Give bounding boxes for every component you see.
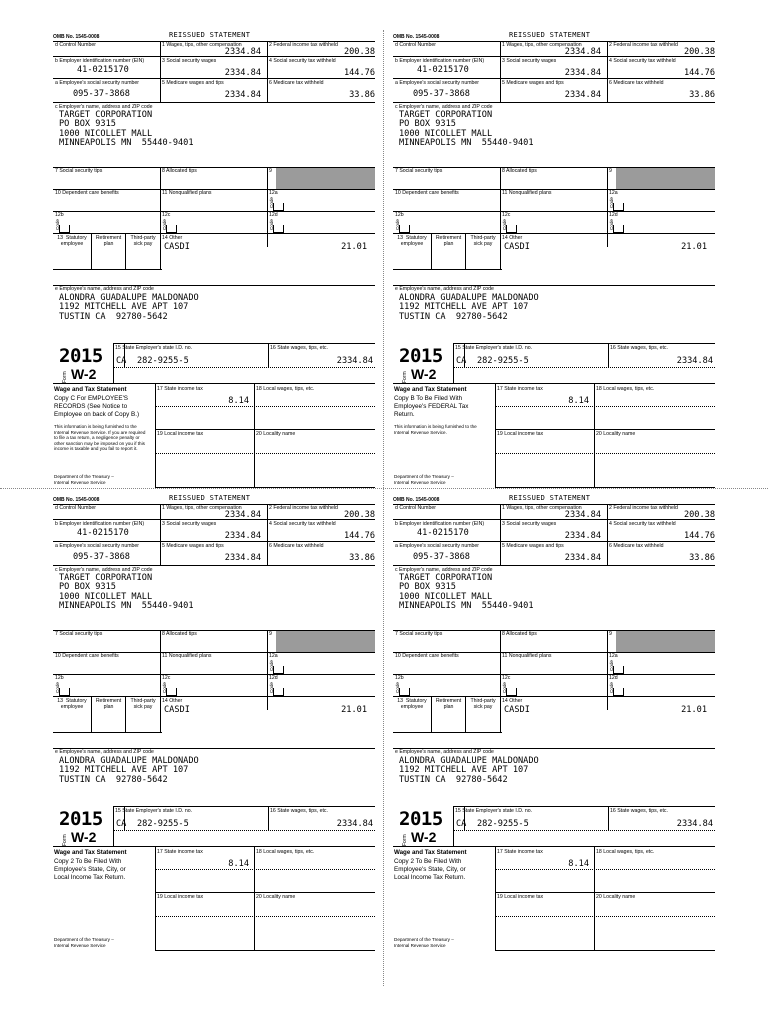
box12d-label: 12d [609, 675, 618, 681]
employee-label: e Employee's name, address and ZIP code [55, 749, 154, 755]
ssn-label: a Employee's social security number [395, 80, 480, 86]
box1-label: 1 Wages, tips, other compensation [162, 42, 242, 48]
employer-label: c Employer's name, address and ZIP code [395, 104, 493, 110]
ssn-label: a Employee's social security number [55, 543, 140, 549]
ssn-label: a Employee's social security number [55, 80, 140, 86]
box13-retirement-label: Retirement plan [435, 235, 462, 247]
reissued-statement: REISSUED STATEMENT [169, 31, 251, 39]
box6-label: 6 Medicare tax withheld [269, 80, 324, 86]
box2-label: 2 Federal income tax withheld [269, 505, 338, 511]
box14-label: 14 Other [502, 698, 523, 704]
box8-label: 8 Allocated tips [162, 168, 197, 174]
box5-medicare-wages: 2334.84 [224, 553, 261, 563]
control-number-label: d Control Number [395, 505, 436, 511]
w2-form-copy-2 [393, 32, 715, 488]
box18-label: 18 Local wages, tips, etc. [596, 849, 655, 855]
box17-state-tax: 8.14 [228, 859, 249, 869]
control-number-label: d Control Number [55, 505, 96, 511]
box2-label: 2 Federal income tax withheld [609, 42, 678, 48]
form-label: Form [402, 371, 408, 383]
box4-ss-tax: 144.76 [683, 68, 715, 78]
w2-form-copy-1 [53, 32, 375, 488]
box9-label: 9 [269, 168, 272, 174]
form-w2-title: W-2 [71, 829, 97, 845]
box2-label: 2 Federal income tax withheld [269, 42, 338, 48]
box15-state: CA [456, 819, 467, 829]
employee-address: ALONDRA GUADALUPE MALDONADO 1192 MITCHELL AVE APT 107 TUSTIN CA 92780-5642 [399, 293, 539, 322]
box17-state-tax: 8.14 [568, 396, 589, 406]
box16-state-wages: 2334.84 [676, 356, 713, 366]
box2-federal-tax: 200.38 [343, 510, 375, 520]
reissued-statement: REISSUED STATEMENT [169, 494, 251, 502]
box5-label: 5 Medicare wages and tips [162, 80, 224, 86]
box11-label: 11 Nonqualified plans [502, 653, 552, 659]
box16-state-wages: 2334.84 [336, 356, 373, 366]
box10-label: 10 Dependent care benefits [55, 190, 119, 196]
box16-label: 16 State wages, tips, etc. [270, 345, 328, 351]
box12b-code-label: Code [395, 682, 400, 693]
copy-designation: Copy 2 To Be Filed With Employee's State, City, or Local Income Tax Return. [54, 858, 126, 882]
form-label: Form [402, 834, 408, 846]
box17-label: 17 State income tax [157, 849, 203, 855]
box6-medicare-tax: 33.86 [349, 553, 375, 563]
box15-state: CA [116, 819, 127, 829]
box13-statutory-label: 13 Statutory employee [397, 235, 427, 247]
treasury-dept: Department of the Treasury – Internal Revenue Service [54, 474, 114, 485]
copy-designation: Copy B To Be Filed With Employee's FEDERAL Tax Return. [394, 395, 469, 419]
box20-label: 20 Locality name [256, 894, 296, 900]
box15-state-id: 282-9255-5 [137, 819, 189, 829]
box6-medicare-tax: 33.86 [689, 553, 715, 563]
box9-shaded [276, 168, 375, 189]
box12d-code-label: Code [609, 219, 614, 230]
ssn-label: a Employee's social security number [395, 543, 480, 549]
box13-statutory-label: 13 Statutory employee [397, 698, 427, 710]
box4-label: 4 Social security tax withheld [269, 58, 336, 64]
box15-state: CA [456, 356, 467, 366]
box10-label: 10 Dependent care benefits [55, 653, 119, 659]
employee-label: e Employee's name, address and ZIP code [395, 286, 494, 292]
box13-sickpay-label: Third-party sick pay [130, 698, 156, 710]
box9-shaded [616, 168, 715, 189]
box16-label: 16 State wages, tips, etc. [610, 808, 668, 814]
box11-label: 11 Nonqualified plans [162, 190, 212, 196]
box5-medicare-wages: 2334.84 [564, 90, 601, 100]
box13-retirement-label: Retirement plan [95, 698, 122, 710]
box17-state-tax: 8.14 [228, 396, 249, 406]
control-number-label: d Control Number [395, 42, 436, 48]
employer-label: c Employer's name, address and ZIP code [55, 104, 153, 110]
box14-code: CASDI [164, 242, 190, 252]
ein-label: b Employer identification number (EIN) [55, 58, 145, 64]
box2-label: 2 Federal income tax withheld [609, 505, 678, 511]
box20-label: 20 Locality name [256, 431, 296, 437]
form-year: 2015 [399, 345, 443, 367]
box1-wages: 2334.84 [564, 47, 601, 57]
wage-tax-statement: Wage and Tax Statement [394, 386, 467, 393]
box12b-label: 12b [55, 212, 64, 218]
box17-label: 17 State income tax [157, 386, 203, 392]
box7-label: 7 Social security tips [55, 168, 103, 174]
box17-label: 17 State income tax [497, 849, 543, 855]
box3-label: 3 Social security wages [162, 521, 217, 527]
box12d-code-label: Code [609, 682, 614, 693]
box14-amount: 21.01 [681, 705, 707, 715]
box20-label: 20 Locality name [596, 431, 636, 437]
box16-label: 16 State wages, tips, etc. [610, 345, 668, 351]
w2-form-copy-3 [53, 495, 375, 951]
w2-form-copy-4 [393, 495, 715, 951]
omb-number: OMB No. 1545-0008 [393, 34, 440, 40]
omb-number: OMB No. 1545-0008 [393, 497, 440, 503]
box17-label: 17 State income tax [497, 386, 543, 392]
ssn-value: 095-37-3868 [413, 89, 470, 99]
employee-address: ALONDRA GUADALUPE MALDONADO 1192 MITCHELL AVE APT 107 TUSTIN CA 92780-5642 [399, 756, 539, 785]
box15-label: 15 State Employer's state I.D. no. [455, 808, 533, 814]
box12b-label: 12b [55, 675, 64, 681]
omb-number: OMB No. 1545-0008 [53, 34, 100, 40]
box12b-label: 12b [395, 212, 404, 218]
box1-label: 1 Wages, tips, other compensation [502, 42, 582, 48]
ein-value: 41-0215170 [77, 528, 129, 538]
box5-medicare-wages: 2334.84 [564, 553, 601, 563]
box9-label: 9 [269, 631, 272, 637]
box4-ss-tax: 144.76 [683, 531, 715, 541]
ein-value: 41-0215170 [417, 65, 469, 75]
employee-address: ALONDRA GUADALUPE MALDONADO 1192 MITCHELL AVE APT 107 TUSTIN CA 92780-5642 [59, 756, 199, 785]
copy-designation: Copy C For EMPLOYEE'S RECORDS (See Notice to Employee on back of Copy B.) [54, 395, 140, 419]
box12b-label: 12b [395, 675, 404, 681]
ein-label: b Employer identification number (EIN) [55, 521, 145, 527]
box5-label: 5 Medicare wages and tips [502, 80, 564, 86]
box1-wages: 2334.84 [564, 510, 601, 520]
box7-label: 7 Social security tips [395, 168, 443, 174]
box2-federal-tax: 200.38 [683, 510, 715, 520]
form-year: 2015 [59, 345, 103, 367]
treasury-dept: Department of the Treasury – Internal Revenue Service [394, 474, 454, 485]
box9-shaded [616, 631, 715, 652]
box14-amount: 21.01 [681, 242, 707, 252]
box7-label: 7 Social security tips [55, 631, 103, 637]
box14-code: CASDI [504, 242, 530, 252]
box12c-code-label: Code [162, 682, 167, 693]
box8-label: 8 Allocated tips [502, 168, 537, 174]
treasury-dept: Department of the Treasury – Internal Revenue Service [54, 937, 114, 948]
box12c-label: 12c [162, 212, 171, 218]
box12d-label: 12d [269, 675, 278, 681]
box15-state-id: 282-9255-5 [477, 356, 529, 366]
control-number-label: d Control Number [55, 42, 96, 48]
box12a-code-label: Code [609, 197, 614, 208]
box14-code: CASDI [504, 705, 530, 715]
reissued-statement: REISSUED STATEMENT [509, 31, 591, 39]
box14-label: 14 Other [502, 235, 523, 241]
box1-wages: 2334.84 [224, 47, 261, 57]
form-label: Form [62, 371, 68, 383]
box2-federal-tax: 200.38 [683, 47, 715, 57]
box20-label: 20 Locality name [596, 894, 636, 900]
ssn-value: 095-37-3868 [413, 552, 470, 562]
ein-value: 41-0215170 [77, 65, 129, 75]
box18-label: 18 Local wages, tips, etc. [256, 386, 315, 392]
form-label: Form [62, 834, 68, 846]
box15-label: 15 State Employer's state I.D. no. [115, 808, 193, 814]
box12c-code-label: Code [162, 219, 167, 230]
form-year: 2015 [59, 808, 103, 830]
box9-label: 9 [609, 631, 612, 637]
box6-medicare-tax: 33.86 [689, 90, 715, 100]
box15-state-id: 282-9255-5 [477, 819, 529, 829]
employee-label: e Employee's name, address and ZIP code [395, 749, 494, 755]
box6-medicare-tax: 33.86 [349, 90, 375, 100]
wage-tax-statement: Wage and Tax Statement [394, 849, 467, 856]
box10-label: 10 Dependent care benefits [395, 653, 459, 659]
box3-ss-wages: 2334.84 [564, 531, 601, 541]
box11-label: 11 Nonqualified plans [502, 190, 552, 196]
wage-tax-statement: Wage and Tax Statement [54, 849, 127, 856]
box12a-code-label: Code [609, 660, 614, 671]
employer-address: TARGET CORPORATION PO BOX 9315 1000 NICOLLET MALL MINNEAPOLIS MN 55440-9401 [59, 110, 194, 148]
ssn-value: 095-37-3868 [73, 552, 130, 562]
box19-label: 19 Local income tax [157, 431, 204, 437]
box1-label: 1 Wages, tips, other compensation [162, 505, 242, 511]
box12a-label: 12a [609, 653, 618, 659]
box12c-label: 12c [502, 675, 511, 681]
box13-statutory-label: 13 Statutory employee [57, 698, 87, 710]
box12b-code-label: Code [55, 682, 60, 693]
box5-medicare-wages: 2334.84 [224, 90, 261, 100]
reissued-statement: REISSUED STATEMENT [509, 494, 591, 502]
box9-shaded [276, 631, 375, 652]
employer-address: TARGET CORPORATION PO BOX 9315 1000 NICOLLET MALL MINNEAPOLIS MN 55440-9401 [399, 573, 534, 611]
box9-label: 9 [609, 168, 612, 174]
box4-label: 4 Social security tax withheld [609, 58, 676, 64]
box14-amount: 21.01 [341, 705, 367, 715]
box8-label: 8 Allocated tips [502, 631, 537, 637]
box19-label: 19 Local income tax [157, 894, 204, 900]
box3-label: 3 Social security wages [502, 521, 557, 527]
cut-line-vertical [383, 30, 384, 986]
box3-label: 3 Social security wages [162, 58, 217, 64]
box2-federal-tax: 200.38 [343, 47, 375, 57]
cut-line-horizontal [0, 488, 768, 489]
box12d-code-label: Code [269, 682, 274, 693]
box3-ss-wages: 2334.84 [224, 531, 261, 541]
box11-label: 11 Nonqualified plans [162, 653, 212, 659]
box7-label: 7 Social security tips [395, 631, 443, 637]
box12a-label: 12a [609, 190, 618, 196]
box15-label: 15 State Employer's state I.D. no. [455, 345, 533, 351]
box3-label: 3 Social security wages [502, 58, 557, 64]
box15-state: CA [116, 356, 127, 366]
box14-amount: 21.01 [341, 242, 367, 252]
employer-label: c Employer's name, address and ZIP code [55, 567, 153, 573]
box15-label: 15 State Employer's state I.D. no. [115, 345, 193, 351]
box14-label: 14 Other [162, 235, 183, 241]
box12d-label: 12d [609, 212, 618, 218]
employer-label: c Employer's name, address and ZIP code [395, 567, 493, 573]
ein-label: b Employer identification number (EIN) [395, 58, 485, 64]
box6-label: 6 Medicare tax withheld [609, 80, 664, 86]
box12c-code-label: Code [502, 219, 507, 230]
box18-label: 18 Local wages, tips, etc. [256, 849, 315, 855]
box13-sickpay-label: Third-party sick pay [470, 698, 496, 710]
box16-state-wages: 2334.84 [336, 819, 373, 829]
box1-wages: 2334.84 [224, 510, 261, 520]
box3-ss-wages: 2334.84 [564, 68, 601, 78]
employee-address: ALONDRA GUADALUPE MALDONADO 1192 MITCHELL AVE APT 107 TUSTIN CA 92780-5642 [59, 293, 199, 322]
box16-state-wages: 2334.84 [676, 819, 713, 829]
form-w2-title: W-2 [411, 829, 437, 845]
box6-label: 6 Medicare tax withheld [609, 543, 664, 549]
box13-retirement-label: Retirement plan [95, 235, 122, 247]
box12d-code-label: Code [269, 219, 274, 230]
box14-code: CASDI [164, 705, 190, 715]
box3-ss-wages: 2334.84 [224, 68, 261, 78]
box12c-label: 12c [502, 212, 511, 218]
box10-label: 10 Dependent care benefits [395, 190, 459, 196]
form-year: 2015 [399, 808, 443, 830]
copy-designation: Copy 2 To Be Filed With Employee's State, City, or Local Income Tax Return. [394, 858, 466, 882]
box5-label: 5 Medicare wages and tips [162, 543, 224, 549]
form-w2-title: W-2 [71, 366, 97, 382]
ssn-value: 095-37-3868 [73, 89, 130, 99]
ein-value: 41-0215170 [417, 528, 469, 538]
box1-label: 1 Wages, tips, other compensation [502, 505, 582, 511]
box6-label: 6 Medicare tax withheld [269, 543, 324, 549]
wage-tax-statement: Wage and Tax Statement [54, 386, 127, 393]
irs-notice: This information is being furnished to the Internal Revenue Service. If you are required to file a tax return, a negligence penalty or other sanction may be imposed on you if this income is taxable and you fail to report it. [54, 424, 146, 452]
box4-label: 4 Social security tax withheld [609, 521, 676, 527]
box12c-label: 12c [162, 675, 171, 681]
box5-label: 5 Medicare wages and tips [502, 543, 564, 549]
box16-label: 16 State wages, tips, etc. [270, 808, 328, 814]
omb-number: OMB No. 1545-0008 [53, 497, 100, 503]
box13-sickpay-label: Third-party sick pay [130, 235, 156, 247]
box12a-label: 12a [269, 653, 278, 659]
irs-notice: This information is being furnished to the Internal Revenue Service. [394, 424, 477, 435]
box17-state-tax: 8.14 [568, 859, 589, 869]
box8-label: 8 Allocated tips [162, 631, 197, 637]
box15-state-id: 282-9255-5 [137, 356, 189, 366]
box12a-label: 12a [269, 190, 278, 196]
form-w2-title: W-2 [411, 366, 437, 382]
ein-label: b Employer identification number (EIN) [395, 521, 485, 527]
box4-ss-tax: 144.76 [343, 68, 375, 78]
box18-label: 18 Local wages, tips, etc. [596, 386, 655, 392]
box12b-code-label: Code [55, 219, 60, 230]
employer-address: TARGET CORPORATION PO BOX 9315 1000 NICOLLET MALL MINNEAPOLIS MN 55440-9401 [399, 110, 534, 148]
employer-address: TARGET CORPORATION PO BOX 9315 1000 NICOLLET MALL MINNEAPOLIS MN 55440-9401 [59, 573, 194, 611]
box13-sickpay-label: Third-party sick pay [470, 235, 496, 247]
box12a-code-label: Code [269, 197, 274, 208]
box14-label: 14 Other [162, 698, 183, 704]
employee-label: e Employee's name, address and ZIP code [55, 286, 154, 292]
box12b-code-label: Code [395, 219, 400, 230]
box12d-label: 12d [269, 212, 278, 218]
box4-ss-tax: 144.76 [343, 531, 375, 541]
box19-label: 19 Local income tax [497, 894, 544, 900]
treasury-dept: Department of the Treasury – Internal Revenue Service [394, 937, 454, 948]
box4-label: 4 Social security tax withheld [269, 521, 336, 527]
box19-label: 19 Local income tax [497, 431, 544, 437]
box13-retirement-label: Retirement plan [435, 698, 462, 710]
box13-statutory-label: 13 Statutory employee [57, 235, 87, 247]
box12a-code-label: Code [269, 660, 274, 671]
box12c-code-label: Code [502, 682, 507, 693]
